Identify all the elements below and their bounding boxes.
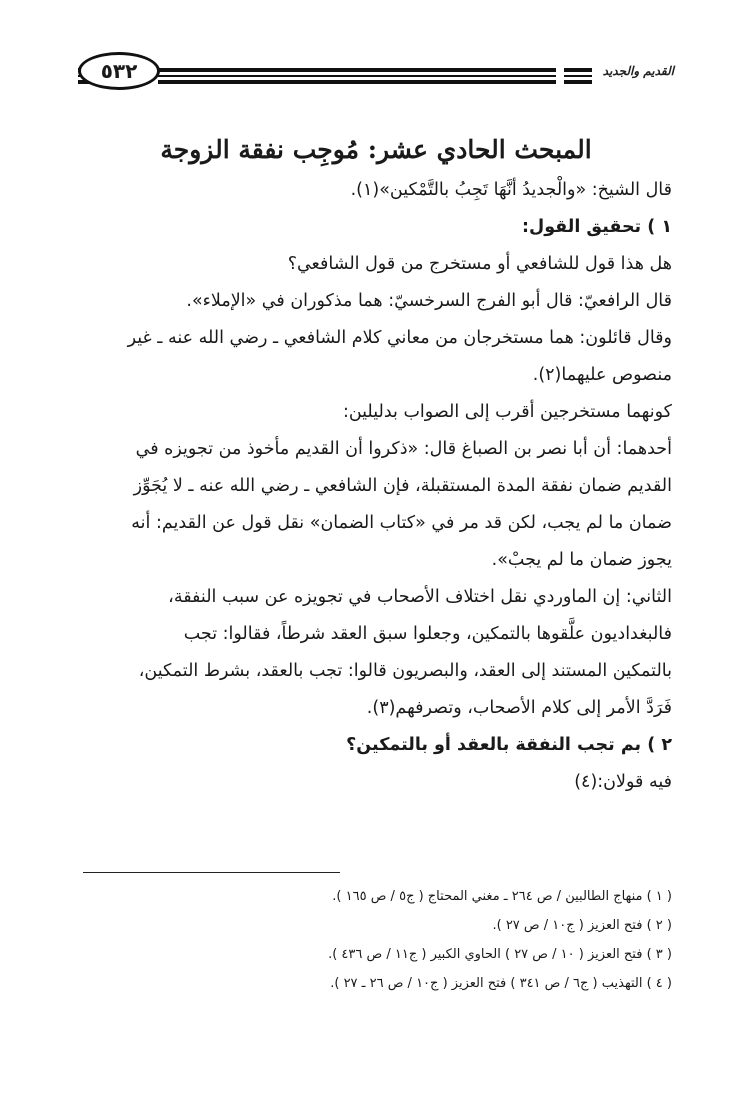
text-line: فالبغداديون علَّقوها بالتمكين، وجعلوا سبق العقد شرطاً، فقالوا: تجب xyxy=(183,624,672,644)
subheading: ٢ ) بم تجب النفقة بالعقد أو بالتمكين؟ xyxy=(346,735,672,755)
text-line: قال الشيخ: «والْجديدُ أنَّهَا تَجِبُ بالتَّمْكين»(١). xyxy=(350,180,672,200)
subheading: ١ ) تحقيق القول: xyxy=(522,217,672,237)
text-line: فَرَدَّ الأمر إلى كلام الأصحاب، وتصرفهم(٣). xyxy=(366,698,672,718)
text-line: أحدهما: أن أبا نصر بن الصباغ قال: «ذكروا أن القديم مأخوذ من تجويزه في xyxy=(135,439,672,459)
footnote: ( ١ ) منهاج الطالبين / ص ٢٦٤ ـ مغني المحتاج ( ج٥ / ص ١٦٥ ). xyxy=(332,889,672,904)
page-number: ٥٣٢ xyxy=(78,52,160,90)
main-text xyxy=(80,130,672,801)
footnote: ( ٢ ) فتح العزيز ( ج١٠ / ص ٢٧ ). xyxy=(492,918,672,933)
footnote: ( ٤ ) التهذيب ( ج٦ / ص ٣٤١ ) فتح العزيز ( ج١٠ / ص ٢٦ ـ ٢٧ ). xyxy=(330,976,672,991)
text-line: القديم ضمان نفقة المدة المستقبلة، فإن الشافعي ـ رضي الله عنه ـ لا يُجَوِّز xyxy=(133,476,672,496)
text-line: وقال قائلون: هما مستخرجان من معاني كلام الشافعي ـ رضي الله عنه ـ غير xyxy=(127,328,672,348)
footnote: ( ٣ ) فتح العزيز ( ١٠ / ص ٢٧ ) الحاوي الكبير ( ج١١ / ص ٤٣٦ ). xyxy=(328,947,672,962)
text-line: فيه قولان:(٤) xyxy=(574,772,672,792)
text-line: هل هذا قول للشافعي أو مستخرج من قول الشافعي؟ xyxy=(287,254,672,274)
text-line: منصوص عليهما(٢). xyxy=(532,365,672,385)
text-line: بالتمكين المستند إلى العقد، والبصريون قالوا: تجب بالعقد، بشرط التمكين، xyxy=(138,661,672,681)
text-line: قال الرافعيّ: قال أبو الفرج السرخسيّ: هما مذكوران في «الإملاء». xyxy=(186,291,672,311)
running-header xyxy=(78,58,678,94)
text-line: كونهما مستخرجين أقرب إلى الصواب بدليلين: xyxy=(342,402,672,422)
book-title: القديم والجديد xyxy=(602,64,674,78)
text-line: ضمان ما لم يجب، لكن قد مر في «كتاب الضمان» نقل قول عن القديم: أنه xyxy=(131,513,672,533)
header-rule xyxy=(158,68,556,87)
section-title: المبحث الحادي عشر: مُوجِب نفقة الزوجة xyxy=(160,135,592,164)
text-line: الثاني: إن الماوردي نقل اختلاف الأصحاب في تجويزه عن سبب النفقة، xyxy=(168,587,672,607)
header-ornament-right xyxy=(564,68,592,87)
footnote-separator xyxy=(83,872,340,873)
footnotes xyxy=(80,882,672,998)
text-line: يجوز ضمان ما لم يجبْ». xyxy=(491,550,672,570)
